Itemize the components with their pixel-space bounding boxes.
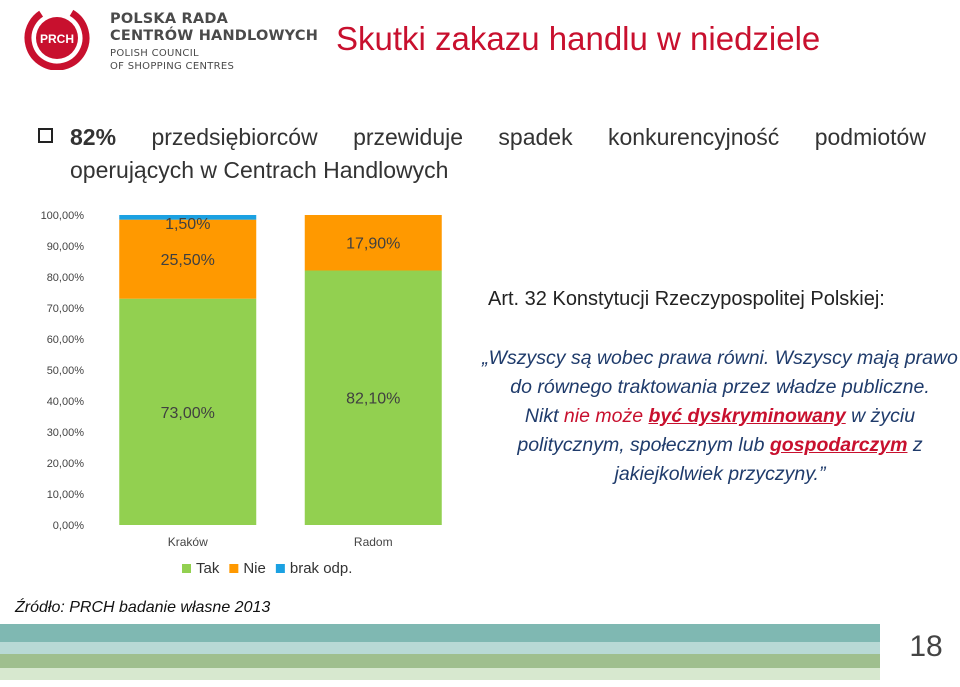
- footer-stripe: [0, 642, 880, 654]
- quote-mid: w życiu politycznym, społecznym lub: [517, 405, 916, 456]
- quote-close: ”: [818, 463, 826, 485]
- footer-stripe: [0, 668, 880, 680]
- y-tick-label: 20,00%: [46, 458, 84, 470]
- quote-sentence-1: Wszyscy są wobec prawa równi. Wszyscy mają prawo do równego traktowania przez władze publiczne.: [488, 347, 958, 398]
- y-tick-label: 50,00%: [46, 365, 84, 377]
- data-label: 1,50%: [165, 216, 211, 233]
- logo-line2: CENTRÓW HANDLOWYCH: [110, 27, 319, 44]
- stacked-bar-chart: [0, 195, 480, 585]
- checkbox-bullet-icon: [38, 128, 53, 143]
- logo-badge-text: PRCH: [39, 32, 75, 46]
- legend-label: brak odp.: [289, 560, 353, 577]
- quote-nie-moze: nie może: [563, 405, 649, 427]
- legend-label: Tak: [196, 560, 220, 577]
- x-category-label: Kraków: [167, 535, 208, 549]
- y-tick-label: 100,00%: [40, 210, 84, 222]
- y-tick-label: 60,00%: [46, 334, 84, 346]
- bullet-word: spadek: [498, 124, 573, 150]
- footer-stripe: [0, 654, 880, 668]
- y-tick-label: 0,00%: [52, 520, 84, 532]
- legend-swatch: [182, 564, 191, 573]
- y-tick-label: 70,00%: [46, 303, 84, 315]
- y-tick-label: 80,00%: [46, 272, 84, 284]
- bullet-word: 82%: [70, 124, 117, 150]
- bullet-line2: operujących w Centrach Handlowych: [70, 157, 449, 183]
- footer-stripe: [0, 624, 880, 642]
- quote-gospodarczym: gospodarczym: [769, 434, 908, 456]
- legend-swatch: [229, 564, 238, 573]
- article-title: Art. 32 Konstytucji Rzeczypospolitej Polskiej:: [488, 288, 885, 310]
- logo-line4: OF SHOPPING CENTRES: [110, 61, 235, 72]
- logo-line3: POLISH COUNCIL: [110, 48, 199, 59]
- source-note: Źródło: PRCH badanie własne 2013: [15, 599, 271, 616]
- constitution-quote: [480, 344, 960, 489]
- prch-logo: [22, 4, 322, 70]
- data-label: 82,10%: [346, 390, 401, 408]
- x-category-label: Radom: [353, 535, 393, 549]
- bullet-word: przewiduje: [353, 124, 464, 150]
- data-label: 25,50%: [160, 252, 215, 270]
- legend-label: Nie: [243, 560, 266, 577]
- y-tick-label: 90,00%: [46, 241, 84, 253]
- legend-swatch: [276, 564, 285, 573]
- bullet-word: konkurencyjność: [608, 124, 780, 150]
- quote-end: z jakiejkolwiek przyczyny.: [614, 434, 923, 485]
- data-label: 73,00%: [160, 404, 215, 422]
- quote-open: „: [482, 347, 489, 369]
- footer-band: [0, 618, 960, 687]
- bullet-line1: [70, 124, 926, 151]
- logo-line1: POLSKA RADA: [110, 11, 228, 27]
- quote-dyskryminowany: być dyskryminowany: [648, 405, 846, 427]
- y-tick-label: 10,00%: [46, 489, 84, 501]
- bullet-word: przedsiębiorców: [151, 124, 318, 150]
- quote-nikt: Nikt: [524, 405, 564, 427]
- bullet-word: podmiotów: [814, 124, 926, 150]
- y-tick-label: 40,00%: [46, 396, 84, 408]
- data-label: 17,90%: [346, 235, 401, 253]
- page-number: 18: [892, 618, 960, 676]
- slide-title: Skutki zakazu handlu w niedziele: [336, 20, 821, 57]
- prch-logo-icon: [22, 4, 92, 70]
- y-tick-label: 30,00%: [46, 427, 84, 439]
